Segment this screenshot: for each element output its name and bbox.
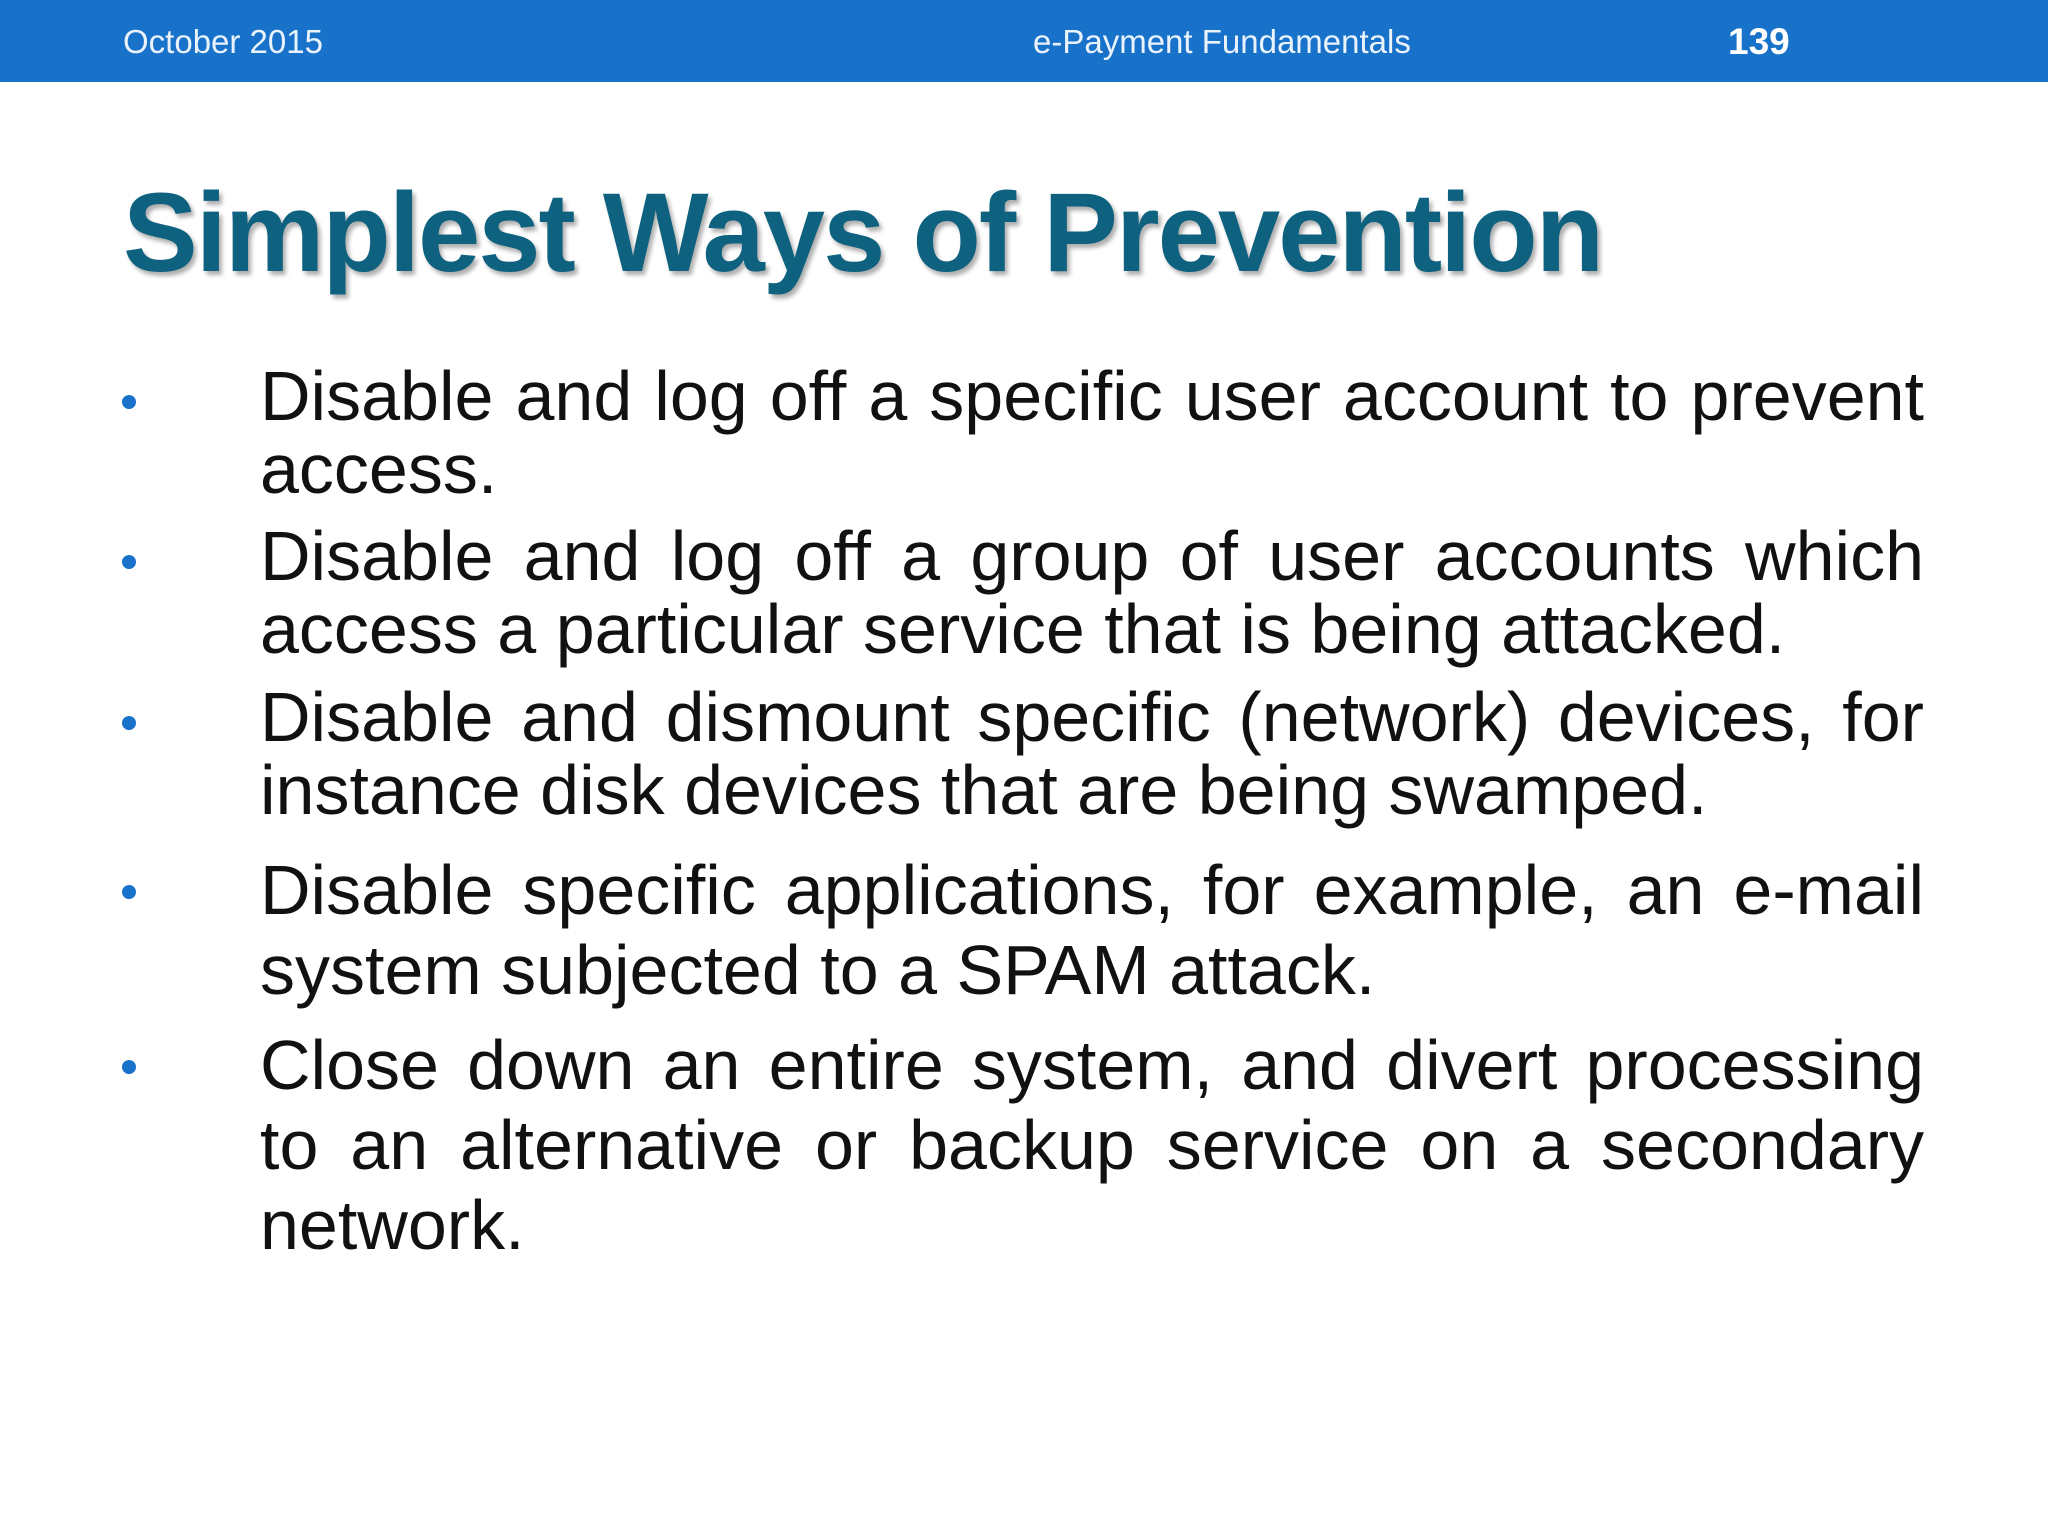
bullet-text: Disable and dismount specific (network) devices, for instance disk devices that are being swamped. xyxy=(260,678,1924,829)
bullet-dot-icon xyxy=(122,395,136,409)
bullet-text: Close down an entire system, and divert processing to an alternative or backup service on a secondary network. xyxy=(260,1026,1924,1264)
bullet-text: Disable and log off a group of user accounts which access a particular service that is being attacked. xyxy=(260,517,1924,668)
bullet-dot-icon xyxy=(122,716,136,730)
bullet-dot-icon xyxy=(122,555,136,569)
bullet-dot-icon xyxy=(122,1060,136,1074)
bullet-text: Disable specific applications, for example, an e-mail system subjected to a SPAM attack. xyxy=(260,851,1924,1009)
bullet-dot-icon xyxy=(122,885,136,899)
header-course-title: e-Payment Fundamentals xyxy=(1033,23,1411,60)
page-number: 139 xyxy=(1728,21,1790,62)
bullet-text: Disable and log off a specific user account to prevent access. xyxy=(260,357,1924,508)
slide-title: Simplest Ways of Prevention xyxy=(123,170,1603,295)
header-date: October 2015 xyxy=(123,23,323,60)
